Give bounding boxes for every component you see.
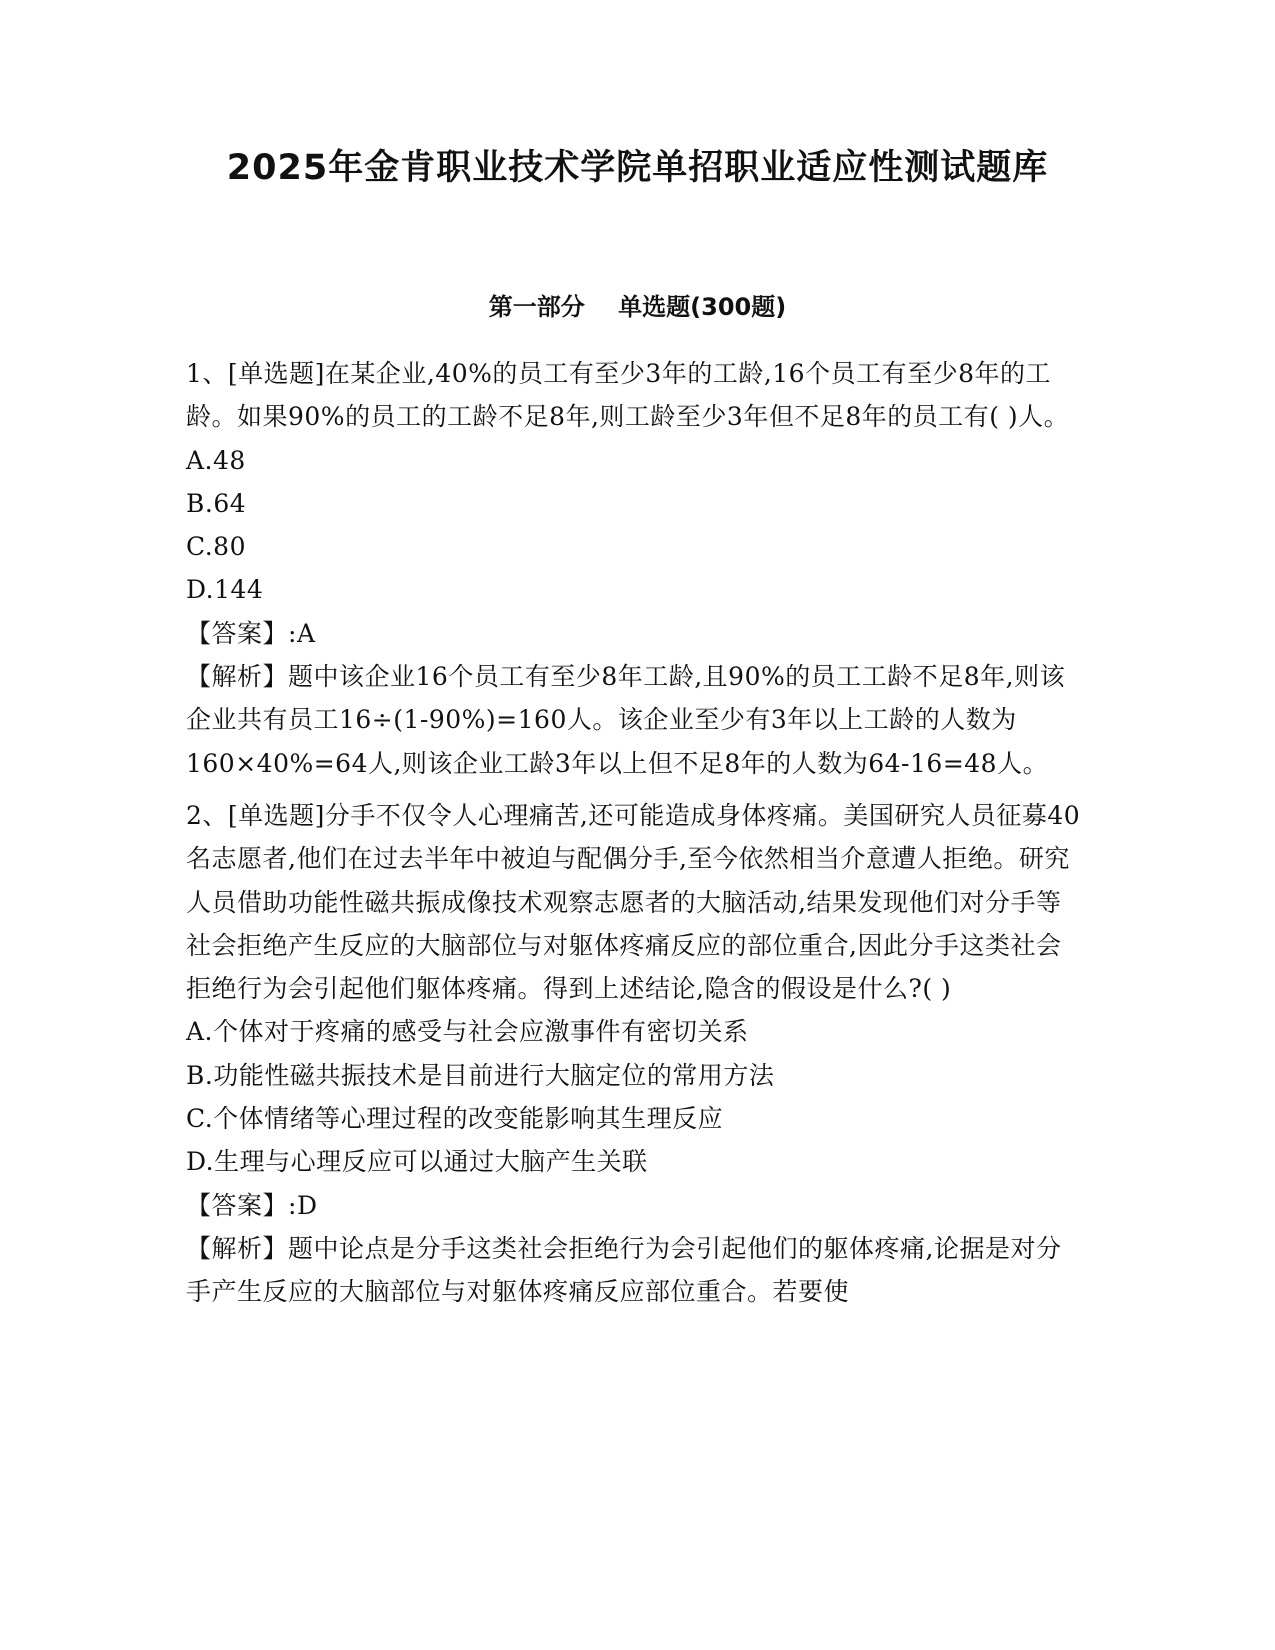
analysis-label: 【解析】: [186, 662, 289, 692]
answer-label: 【答案】: [186, 618, 289, 648]
answer-value: :D: [288, 1190, 318, 1220]
answer-line: [186, 612, 1086, 655]
option-d: D.144: [186, 575, 264, 605]
option-a: A.48: [186, 445, 246, 475]
option-c: C.个体情绪等心理过程的改变能影响其生理反应: [186, 1104, 724, 1134]
analysis-line: [186, 1227, 1086, 1314]
option-b: B.64: [186, 488, 247, 518]
analysis-text: 题中该企业16个员工有至少8年工龄,且90%的员工工龄不足8年,则该企业共有员工16÷(1-90%)=160人。该企业至少有3年以上工龄的人数为160×40%=64人,则该企业工龄3年以上但不足8年的人数为64-16=48人。: [186, 662, 1066, 778]
analysis-line: [186, 655, 1086, 785]
option-a: A.个体对于疼痛的感受与社会应激事件有密切关系: [186, 1017, 749, 1047]
option-b: B.功能性磁共振技术是目前进行大脑定位的常用方法: [186, 1060, 775, 1090]
answer-label: 【答案】: [186, 1190, 289, 1220]
question-list: [186, 352, 1086, 1314]
answer-line: [186, 1184, 1086, 1227]
question-2: [186, 794, 1086, 1314]
question-stem: 1、[单选题]在某企业,40%的员工有至少3年的工龄,16个员工有至少8年的工龄。如果90%的员工的工龄不足8年,则工龄至少3年但不足8年的员工有( )人。: [186, 359, 1070, 432]
question-1: [186, 352, 1086, 785]
section-title: 第一部分 单选题(300题): [488, 293, 787, 321]
option-c: C.80: [186, 532, 246, 562]
document-title: 2025年金肯职业技术学院单招职业适应性测试题库: [226, 148, 1049, 188]
answer-value: :A: [288, 618, 316, 648]
analysis-label: 【解析】: [186, 1233, 289, 1263]
question-stem: 2、[单选题]分手不仅令人心理痛苦,还可能造成身体疼痛。美国研究人员征募40名志愿者,他们在过去半年中被迫与配偶分手,至今依然相当介意遭人拒绝。研究人员借助功能性磁共振成像技术观察志愿者的大脑活动,结果发现他们对分手等社会拒绝产生反应的大脑部位与对躯体疼痛反应的部位重合,因此分手这类社会拒绝行为会引起他们躯体疼痛。得到上述结论,隐含的假设是什么?( ): [186, 800, 1081, 1004]
option-d: D.生理与心理反应可以通过大脑产生关联: [186, 1147, 648, 1177]
analysis-text: 题中论点是分手这类社会拒绝行为会引起他们的躯体疼痛,论据是对分手产生反应的大脑部位与对躯体疼痛反应部位重合。若要使: [186, 1233, 1062, 1307]
